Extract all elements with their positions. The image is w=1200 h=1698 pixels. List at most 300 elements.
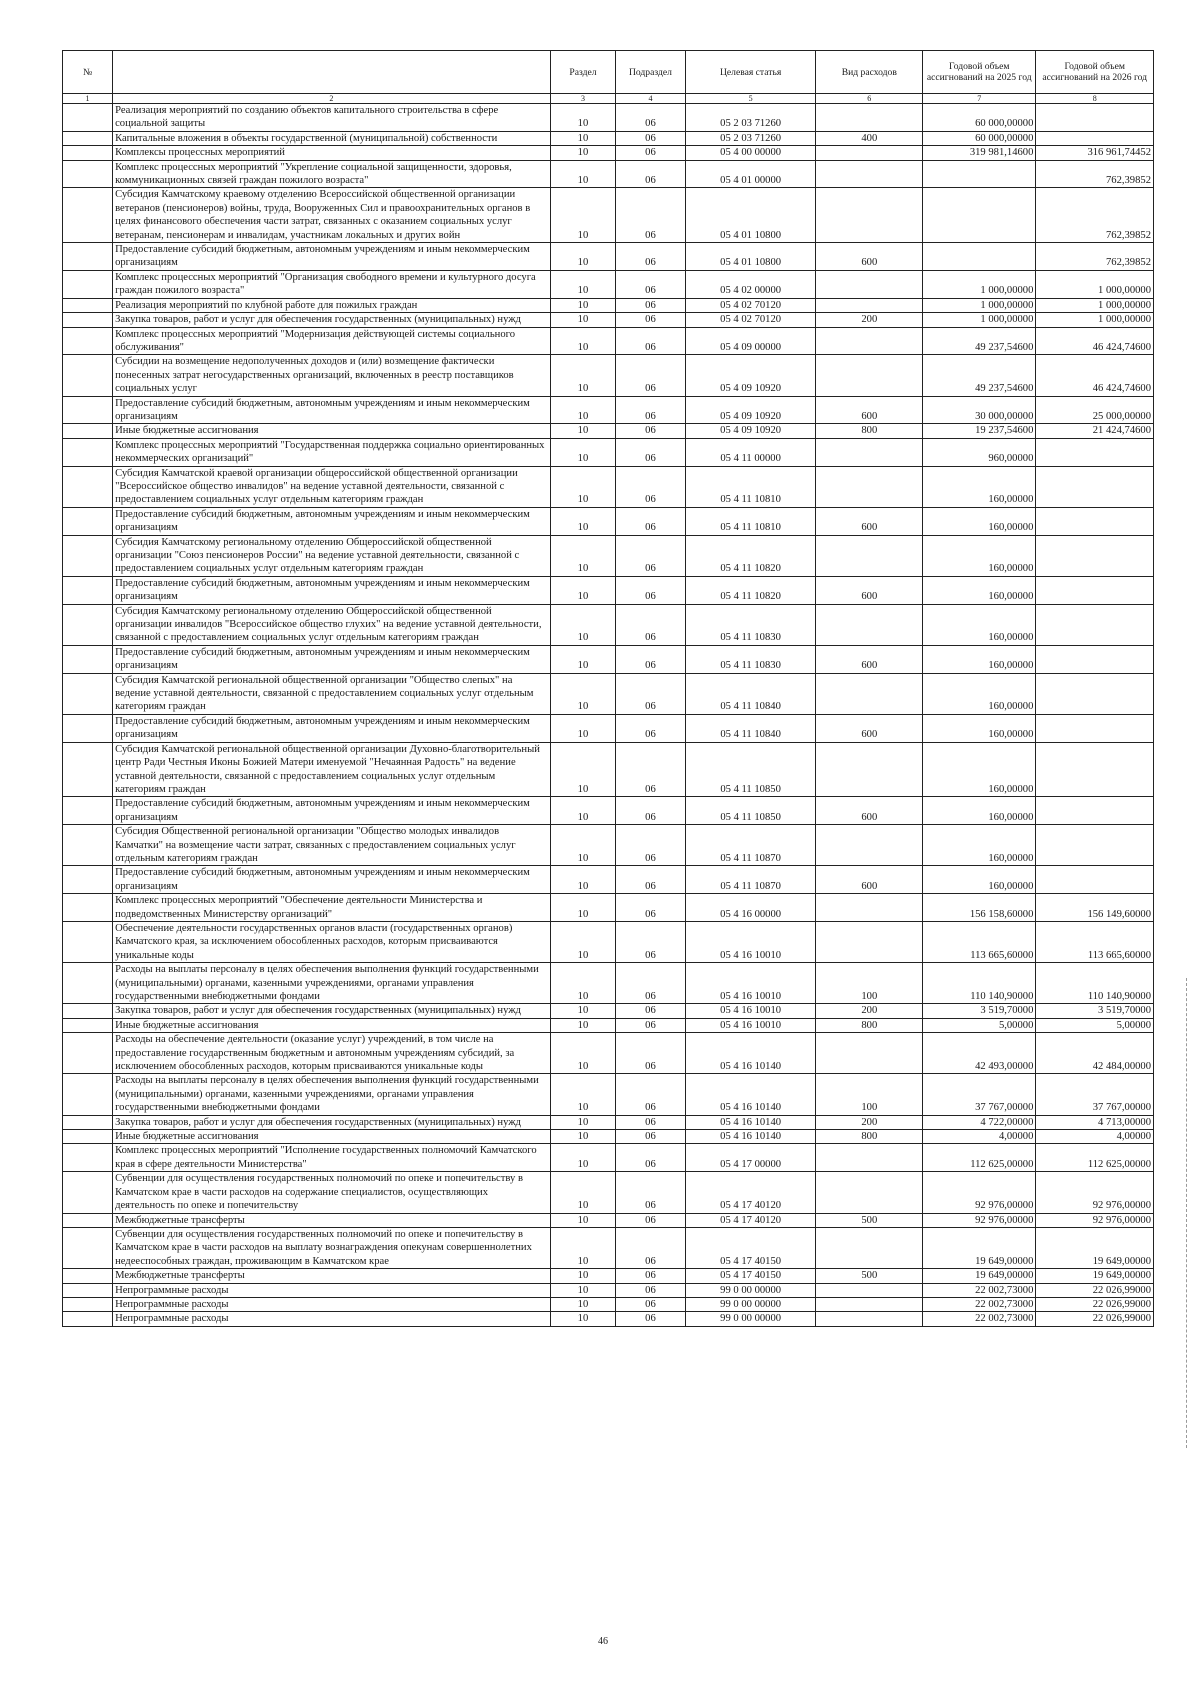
- row-y2026-cell: 4 713,00000: [1036, 1115, 1154, 1129]
- row-section-cell: 10: [550, 1144, 615, 1172]
- row-num-cell: [63, 1004, 113, 1018]
- row-name-cell: Непрограммные расходы: [113, 1283, 551, 1297]
- table-row: [63, 714, 1154, 742]
- row-subsection-cell: 06: [616, 146, 686, 160]
- row-target-cell: 05 4 11 10820: [685, 576, 816, 604]
- row-y2025-cell: 22 002,73000: [923, 1297, 1036, 1311]
- row-name-cell: Субсидия Камчатской краевой организации общероссийской общественной организации "Всероссийское общество инвалидов" на ведение уставной деятельности, связанной с предоставлением социальных услуг отдельным категориям граждан: [113, 466, 551, 507]
- row-section-cell: 10: [550, 921, 615, 962]
- table-row: [63, 1283, 1154, 1297]
- row-y2025-cell: 156 158,60000: [923, 894, 1036, 922]
- row-num-cell: [63, 963, 113, 1004]
- table-row: [63, 576, 1154, 604]
- table-row: [63, 327, 1154, 355]
- row-target-cell: 05 4 11 10820: [685, 535, 816, 576]
- row-exptype-cell: [816, 146, 923, 160]
- row-y2026-cell: 5,00000: [1036, 1018, 1154, 1032]
- table-row: [63, 1004, 1154, 1018]
- row-num-cell: [63, 466, 113, 507]
- row-num-cell: [63, 1172, 113, 1213]
- row-target-cell: 05 4 16 10140: [685, 1115, 816, 1129]
- row-name-cell: Субсидия Камчатской региональной общественной организации Духовно-благотворительный центр Ради Честныя Иконы Божией Матери именуемой "Нечаянная Радость" на ведение уставной деятельности, связанной с предоставлением социальных услуг отдельным категориям граждан: [113, 742, 551, 797]
- row-y2025-cell: 1 000,00000: [923, 270, 1036, 298]
- row-y2026-cell: 762,39852: [1036, 160, 1154, 188]
- row-subsection-cell: 06: [616, 921, 686, 962]
- table-row: [63, 797, 1154, 825]
- row-target-cell: 05 4 09 10920: [685, 355, 816, 396]
- row-name-cell: Расходы на выплаты персоналу в целях обеспечения выполнения функций государственными (муниципальными) органами, казенными учреждениями, органами управления государственными внебюджетными фондами: [113, 963, 551, 1004]
- row-subsection-cell: 06: [616, 963, 686, 1004]
- row-section-cell: 10: [550, 1312, 615, 1326]
- row-num-cell: [63, 1269, 113, 1283]
- row-target-cell: 05 4 16 10010: [685, 1004, 816, 1018]
- row-y2026-cell: 19 649,00000: [1036, 1269, 1154, 1283]
- row-name-cell: Межбюджетные трансферты: [113, 1269, 551, 1283]
- row-section-cell: 10: [550, 714, 615, 742]
- row-name-cell: Субвенции для осуществления государственных полномочий по опеке и попечительству в Камчатском крае в части расходов на выплату вознаграждения опекунам совершеннолетних недееспособных граждан, проживающим в Камчатском крае: [113, 1227, 551, 1268]
- budget-table-page: [62, 50, 1154, 1327]
- row-exptype-cell: [816, 535, 923, 576]
- colnum-4: 4: [616, 94, 686, 104]
- row-exptype-cell: [816, 270, 923, 298]
- row-target-cell: 05 4 11 00000: [685, 438, 816, 466]
- row-subsection-cell: 06: [616, 188, 686, 243]
- row-section-cell: 10: [550, 742, 615, 797]
- row-num-cell: [63, 921, 113, 962]
- row-subsection-cell: 06: [616, 507, 686, 535]
- row-name-cell: Закупка товаров, работ и услуг для обеспечения государственных (муниципальных) нужд: [113, 313, 551, 327]
- row-name-cell: Предоставление субсидий бюджетным, автономным учреждениям и иным некоммерческим организациям: [113, 714, 551, 742]
- row-exptype-cell: [816, 1297, 923, 1311]
- row-section-cell: 10: [550, 160, 615, 188]
- table-row: [63, 104, 1154, 132]
- row-subsection-cell: 06: [616, 604, 686, 645]
- row-y2026-cell: 762,39852: [1036, 243, 1154, 271]
- row-y2026-cell: 4,00000: [1036, 1130, 1154, 1144]
- table-row: [63, 355, 1154, 396]
- row-exptype-cell: 200: [816, 313, 923, 327]
- row-y2026-cell: 110 140,90000: [1036, 963, 1154, 1004]
- row-subsection-cell: 06: [616, 714, 686, 742]
- row-section-cell: 10: [550, 866, 615, 894]
- row-name-cell: Комплекс процессных мероприятий "Организация свободного времени и культурного досуга граждан пожилого возраста": [113, 270, 551, 298]
- row-exptype-cell: 500: [816, 1213, 923, 1227]
- row-num-cell: [63, 313, 113, 327]
- row-num-cell: [63, 396, 113, 424]
- row-y2026-cell: [1036, 604, 1154, 645]
- row-y2025-cell: 319 981,14600: [923, 146, 1036, 160]
- row-exptype-cell: [816, 188, 923, 243]
- table-row: [63, 313, 1154, 327]
- row-subsection-cell: 06: [616, 825, 686, 866]
- row-section-cell: 10: [550, 131, 615, 145]
- row-exptype-cell: [816, 1312, 923, 1326]
- row-name-cell: Предоставление субсидий бюджетным, автономным учреждениям и иным некоммерческим организациям: [113, 576, 551, 604]
- row-subsection-cell: 06: [616, 243, 686, 271]
- colnum-1: 1: [63, 94, 113, 104]
- row-y2026-cell: 762,39852: [1036, 188, 1154, 243]
- header-num: №: [63, 51, 113, 94]
- row-section-cell: 10: [550, 1269, 615, 1283]
- row-y2025-cell: 112 625,00000: [923, 1144, 1036, 1172]
- row-target-cell: 05 4 02 70120: [685, 298, 816, 312]
- table-row: [63, 131, 1154, 145]
- row-num-cell: [63, 576, 113, 604]
- table-row: [63, 645, 1154, 673]
- row-name-cell: Комплексы процессных мероприятий: [113, 146, 551, 160]
- row-name-cell: Предоставление субсидий бюджетным, автономным учреждениям и иным некоммерческим организациям: [113, 243, 551, 271]
- row-subsection-cell: 06: [616, 797, 686, 825]
- row-y2025-cell: 22 002,73000: [923, 1312, 1036, 1326]
- row-y2026-cell: 92 976,00000: [1036, 1172, 1154, 1213]
- header-target: Целевая статья: [685, 51, 816, 94]
- row-section-cell: 10: [550, 1004, 615, 1018]
- row-name-cell: Предоставление субсидий бюджетным, автономным учреждениям и иным некоммерческим организациям: [113, 866, 551, 894]
- row-name-cell: Реализация мероприятий по созданию объектов капитального строительства в сфере социальной защиты: [113, 104, 551, 132]
- row-exptype-cell: 800: [816, 1018, 923, 1032]
- table-header-row: [63, 51, 1154, 94]
- table-row: [63, 921, 1154, 962]
- row-subsection-cell: 06: [616, 576, 686, 604]
- table-row: [63, 866, 1154, 894]
- row-name-cell: Комплекс процессных мероприятий "Модернизация действующей системы социального обслуживания": [113, 327, 551, 355]
- row-y2025-cell: 60 000,00000: [923, 104, 1036, 132]
- row-y2025-cell: 19 649,00000: [923, 1227, 1036, 1268]
- row-y2025-cell: 49 237,54600: [923, 327, 1036, 355]
- row-exptype-cell: [816, 104, 923, 132]
- row-subsection-cell: 06: [616, 131, 686, 145]
- row-name-cell: Межбюджетные трансферты: [113, 1213, 551, 1227]
- row-exptype-cell: 600: [816, 396, 923, 424]
- table-row: [63, 396, 1154, 424]
- row-y2025-cell: 160,00000: [923, 742, 1036, 797]
- row-target-cell: 05 4 16 00000: [685, 894, 816, 922]
- row-y2025-cell: 113 665,60000: [923, 921, 1036, 962]
- row-y2026-cell: [1036, 438, 1154, 466]
- row-target-cell: 05 4 02 70120: [685, 313, 816, 327]
- table-row: [63, 742, 1154, 797]
- row-exptype-cell: [816, 438, 923, 466]
- row-subsection-cell: 06: [616, 1172, 686, 1213]
- row-section-cell: 10: [550, 673, 615, 714]
- row-target-cell: 05 4 11 10850: [685, 742, 816, 797]
- colnum-7: 7: [923, 94, 1036, 104]
- row-subsection-cell: 06: [616, 160, 686, 188]
- row-y2025-cell: 160,00000: [923, 645, 1036, 673]
- row-section-cell: 10: [550, 1018, 615, 1032]
- row-num-cell: [63, 1130, 113, 1144]
- row-section-cell: 10: [550, 424, 615, 438]
- row-name-cell: Иные бюджетные ассигнования: [113, 1130, 551, 1144]
- row-y2025-cell: 60 000,00000: [923, 131, 1036, 145]
- table-row: [63, 604, 1154, 645]
- row-section-cell: 10: [550, 645, 615, 673]
- row-exptype-cell: 500: [816, 1269, 923, 1283]
- row-num-cell: [63, 1144, 113, 1172]
- row-y2026-cell: 3 519,70000: [1036, 1004, 1154, 1018]
- row-subsection-cell: 06: [616, 894, 686, 922]
- row-y2025-cell: 1 000,00000: [923, 298, 1036, 312]
- row-target-cell: 99 0 00 00000: [685, 1312, 816, 1326]
- row-y2026-cell: [1036, 742, 1154, 797]
- header-name: [113, 51, 551, 94]
- row-target-cell: 05 4 17 40150: [685, 1227, 816, 1268]
- row-exptype-cell: 200: [816, 1115, 923, 1129]
- row-subsection-cell: 06: [616, 1297, 686, 1311]
- row-y2025-cell: 49 237,54600: [923, 355, 1036, 396]
- table-row: [63, 1297, 1154, 1311]
- row-name-cell: Непрограммные расходы: [113, 1312, 551, 1326]
- row-subsection-cell: 06: [616, 327, 686, 355]
- table-row: [63, 1213, 1154, 1227]
- row-section-cell: 10: [550, 1033, 615, 1074]
- row-section-cell: 10: [550, 355, 615, 396]
- row-target-cell: 05 4 16 10140: [685, 1033, 816, 1074]
- row-y2025-cell: 37 767,00000: [923, 1074, 1036, 1115]
- row-y2025-cell: 3 519,70000: [923, 1004, 1036, 1018]
- row-subsection-cell: 06: [616, 1283, 686, 1297]
- table-row: [63, 1033, 1154, 1074]
- row-subsection-cell: 06: [616, 1144, 686, 1172]
- row-target-cell: 05 4 16 10010: [685, 963, 816, 1004]
- row-section-cell: 10: [550, 1213, 615, 1227]
- row-y2026-cell: 42 484,00000: [1036, 1033, 1154, 1074]
- row-section-cell: 10: [550, 313, 615, 327]
- row-y2025-cell: 42 493,00000: [923, 1033, 1036, 1074]
- row-exptype-cell: [816, 673, 923, 714]
- row-y2025-cell: [923, 160, 1036, 188]
- row-num-cell: [63, 1074, 113, 1115]
- row-target-cell: 05 4 17 00000: [685, 1144, 816, 1172]
- row-exptype-cell: 200: [816, 1004, 923, 1018]
- row-name-cell: Субвенции для осуществления государственных полномочий по опеке и попечительству в Камчатском крае в части расходов на содержание специалистов, осуществляющих деятельность по опеке и попечительству: [113, 1172, 551, 1213]
- row-num-cell: [63, 1312, 113, 1326]
- row-subsection-cell: 06: [616, 396, 686, 424]
- table-row: [63, 160, 1154, 188]
- row-subsection-cell: 06: [616, 866, 686, 894]
- row-y2025-cell: 19 649,00000: [923, 1269, 1036, 1283]
- row-name-cell: Субсидия Общественной региональной организации "Общество молодых инвалидов Камчатки" на возмещение части затрат, связанных с предоставлением социальных услуг отдельным категориям граждан: [113, 825, 551, 866]
- table-row: [63, 1312, 1154, 1326]
- header-subsection: Подраздел: [616, 51, 686, 94]
- table-row: [63, 963, 1154, 1004]
- row-name-cell: Субсидии на возмещение недополученных доходов и (или) возмещение фактически понесенных затрат негосударственных организаций, включенных в реестр поставщиков социальных услуг: [113, 355, 551, 396]
- row-name-cell: Предоставление субсидий бюджетным, автономным учреждениям и иным некоммерческим организациям: [113, 645, 551, 673]
- colnum-6: 6: [816, 94, 923, 104]
- row-exptype-cell: [816, 1033, 923, 1074]
- header-y2026: Годовой объем ассигнований на 2026 год: [1036, 51, 1154, 94]
- row-subsection-cell: 06: [616, 535, 686, 576]
- row-y2026-cell: 46 424,74600: [1036, 327, 1154, 355]
- row-name-cell: Комплекс процессных мероприятий "Обеспечение деятельности Министерства и подведомственных Министерству организаций": [113, 894, 551, 922]
- row-target-cell: 05 2 03 71260: [685, 104, 816, 132]
- row-subsection-cell: 06: [616, 1018, 686, 1032]
- row-exptype-cell: 100: [816, 963, 923, 1004]
- row-y2026-cell: 1 000,00000: [1036, 270, 1154, 298]
- row-subsection-cell: 06: [616, 424, 686, 438]
- row-subsection-cell: 06: [616, 438, 686, 466]
- row-name-cell: Субсидия Камчатскому региональному отделению Общероссийской общественной организации инвалидов "Всероссийское общество глухих" на ведение уставной деятельности, связанной с предоставлением социальных услуг отдельным категориям граждан: [113, 604, 551, 645]
- row-y2025-cell: 160,00000: [923, 576, 1036, 604]
- row-num-cell: [63, 797, 113, 825]
- row-target-cell: 05 4 11 10840: [685, 714, 816, 742]
- row-num-cell: [63, 1033, 113, 1074]
- row-num-cell: [63, 424, 113, 438]
- row-section-cell: 10: [550, 298, 615, 312]
- row-subsection-cell: 06: [616, 104, 686, 132]
- row-num-cell: [63, 742, 113, 797]
- row-subsection-cell: 06: [616, 1130, 686, 1144]
- row-num-cell: [63, 535, 113, 576]
- row-y2026-cell: 46 424,74600: [1036, 355, 1154, 396]
- row-y2026-cell: [1036, 576, 1154, 604]
- row-exptype-cell: 600: [816, 645, 923, 673]
- row-num-cell: [63, 1227, 113, 1268]
- row-target-cell: 99 0 00 00000: [685, 1283, 816, 1297]
- page-number: 46: [598, 1636, 608, 1647]
- row-subsection-cell: 06: [616, 355, 686, 396]
- row-num-cell: [63, 1283, 113, 1297]
- row-section-cell: 10: [550, 535, 615, 576]
- row-name-cell: Иные бюджетные ассигнования: [113, 424, 551, 438]
- row-y2026-cell: 19 649,00000: [1036, 1227, 1154, 1268]
- row-subsection-cell: 06: [616, 270, 686, 298]
- row-num-cell: [63, 104, 113, 132]
- row-exptype-cell: [816, 825, 923, 866]
- row-y2025-cell: [923, 188, 1036, 243]
- table-row: [63, 466, 1154, 507]
- row-y2025-cell: 160,00000: [923, 714, 1036, 742]
- row-num-cell: [63, 131, 113, 145]
- row-section-cell: 10: [550, 507, 615, 535]
- row-num-cell: [63, 507, 113, 535]
- row-num-cell: [63, 438, 113, 466]
- row-section-cell: 10: [550, 604, 615, 645]
- row-y2025-cell: [923, 243, 1036, 271]
- row-subsection-cell: 06: [616, 466, 686, 507]
- row-num-cell: [63, 714, 113, 742]
- row-target-cell: 05 4 17 40150: [685, 1269, 816, 1283]
- row-subsection-cell: 06: [616, 742, 686, 797]
- row-num-cell: [63, 160, 113, 188]
- row-y2026-cell: 112 625,00000: [1036, 1144, 1154, 1172]
- row-exptype-cell: 600: [816, 714, 923, 742]
- row-num-cell: [63, 1297, 113, 1311]
- row-target-cell: 05 4 16 10140: [685, 1130, 816, 1144]
- row-section-cell: 10: [550, 576, 615, 604]
- row-name-cell: Комплекс процессных мероприятий "Исполнение государственных полномочий Камчатского края в сфере деятельности Министерства": [113, 1144, 551, 1172]
- row-subsection-cell: 06: [616, 1312, 686, 1326]
- table-row: [63, 1172, 1154, 1213]
- row-y2026-cell: 92 976,00000: [1036, 1213, 1154, 1227]
- row-y2026-cell: [1036, 866, 1154, 894]
- row-num-cell: [63, 604, 113, 645]
- row-num-cell: [63, 146, 113, 160]
- row-num-cell: [63, 1115, 113, 1129]
- row-section-cell: 10: [550, 466, 615, 507]
- row-subsection-cell: 06: [616, 1033, 686, 1074]
- row-name-cell: Обеспечение деятельности государственных органов власти (государственных органов) Камчатского края, за исключением обособленных расходов, которым присваиваются уникальные коды: [113, 921, 551, 962]
- row-section-cell: 10: [550, 1227, 615, 1268]
- row-y2026-cell: [1036, 535, 1154, 576]
- row-subsection-cell: 06: [616, 1213, 686, 1227]
- row-target-cell: 05 4 02 00000: [685, 270, 816, 298]
- row-y2025-cell: 160,00000: [923, 866, 1036, 894]
- row-target-cell: 05 2 03 71260: [685, 131, 816, 145]
- row-exptype-cell: [816, 298, 923, 312]
- row-y2025-cell: 19 237,54600: [923, 424, 1036, 438]
- row-section-cell: 10: [550, 825, 615, 866]
- row-y2025-cell: 1 000,00000: [923, 313, 1036, 327]
- row-y2025-cell: 160,00000: [923, 797, 1036, 825]
- row-exptype-cell: [816, 1227, 923, 1268]
- row-y2025-cell: 160,00000: [923, 825, 1036, 866]
- column-number-row: [63, 94, 1154, 104]
- row-exptype-cell: 800: [816, 424, 923, 438]
- table-row: [63, 1115, 1154, 1129]
- header-exptype: Вид расходов: [816, 51, 923, 94]
- row-section-cell: 10: [550, 104, 615, 132]
- row-y2026-cell: 22 026,99000: [1036, 1297, 1154, 1311]
- row-num-cell: [63, 188, 113, 243]
- row-name-cell: Реализация мероприятий по клубной работе для пожилых граждан: [113, 298, 551, 312]
- row-y2026-cell: [1036, 714, 1154, 742]
- row-y2026-cell: [1036, 673, 1154, 714]
- row-name-cell: Закупка товаров, работ и услуг для обеспечения государственных (муниципальных) нужд: [113, 1115, 551, 1129]
- row-exptype-cell: 800: [816, 1130, 923, 1144]
- table-row: [63, 270, 1154, 298]
- row-section-cell: 10: [550, 396, 615, 424]
- row-section-cell: 10: [550, 963, 615, 1004]
- row-y2026-cell: [1036, 797, 1154, 825]
- table-row: [63, 1130, 1154, 1144]
- row-name-cell: Расходы на выплаты персоналу в целях обеспечения выполнения функций государственными (муниципальными) органами, казенными учреждениями, органами управления государственными внебюджетными фондами: [113, 1074, 551, 1115]
- row-target-cell: 99 0 00 00000: [685, 1297, 816, 1311]
- row-num-cell: [63, 673, 113, 714]
- row-y2025-cell: 92 976,00000: [923, 1172, 1036, 1213]
- row-target-cell: 05 4 11 10830: [685, 604, 816, 645]
- row-target-cell: 05 4 09 10920: [685, 424, 816, 438]
- row-y2025-cell: 160,00000: [923, 535, 1036, 576]
- row-num-cell: [63, 894, 113, 922]
- row-exptype-cell: 400: [816, 131, 923, 145]
- row-y2025-cell: 4 722,00000: [923, 1115, 1036, 1129]
- row-exptype-cell: 600: [816, 866, 923, 894]
- row-y2026-cell: 113 665,60000: [1036, 921, 1154, 962]
- header-section: Раздел: [550, 51, 615, 94]
- row-section-cell: 10: [550, 243, 615, 271]
- row-target-cell: 05 4 11 10810: [685, 466, 816, 507]
- row-subsection-cell: 06: [616, 298, 686, 312]
- row-target-cell: 05 4 01 10800: [685, 188, 816, 243]
- row-num-cell: [63, 825, 113, 866]
- row-target-cell: 05 4 16 10010: [685, 1018, 816, 1032]
- row-exptype-cell: 600: [816, 576, 923, 604]
- table-row: [63, 1269, 1154, 1283]
- row-subsection-cell: 06: [616, 645, 686, 673]
- row-target-cell: 05 4 01 10800: [685, 243, 816, 271]
- row-y2025-cell: 160,00000: [923, 507, 1036, 535]
- row-name-cell: Предоставление субсидий бюджетным, автономным учреждениям и иным некоммерческим организациям: [113, 396, 551, 424]
- table-row: [63, 1227, 1154, 1268]
- row-name-cell: Расходы на обеспечение деятельности (оказание услуг) учреждений, в том числе на предоставление государственным бюджетным и автономным учреждениям субсидий, за исключением обособленных расходов, которым присваиваются уникальные коды: [113, 1033, 551, 1074]
- row-y2026-cell: [1036, 131, 1154, 145]
- row-num-cell: [63, 866, 113, 894]
- row-num-cell: [63, 1018, 113, 1032]
- row-y2026-cell: 1 000,00000: [1036, 298, 1154, 312]
- row-section-cell: 10: [550, 327, 615, 355]
- row-y2025-cell: 160,00000: [923, 466, 1036, 507]
